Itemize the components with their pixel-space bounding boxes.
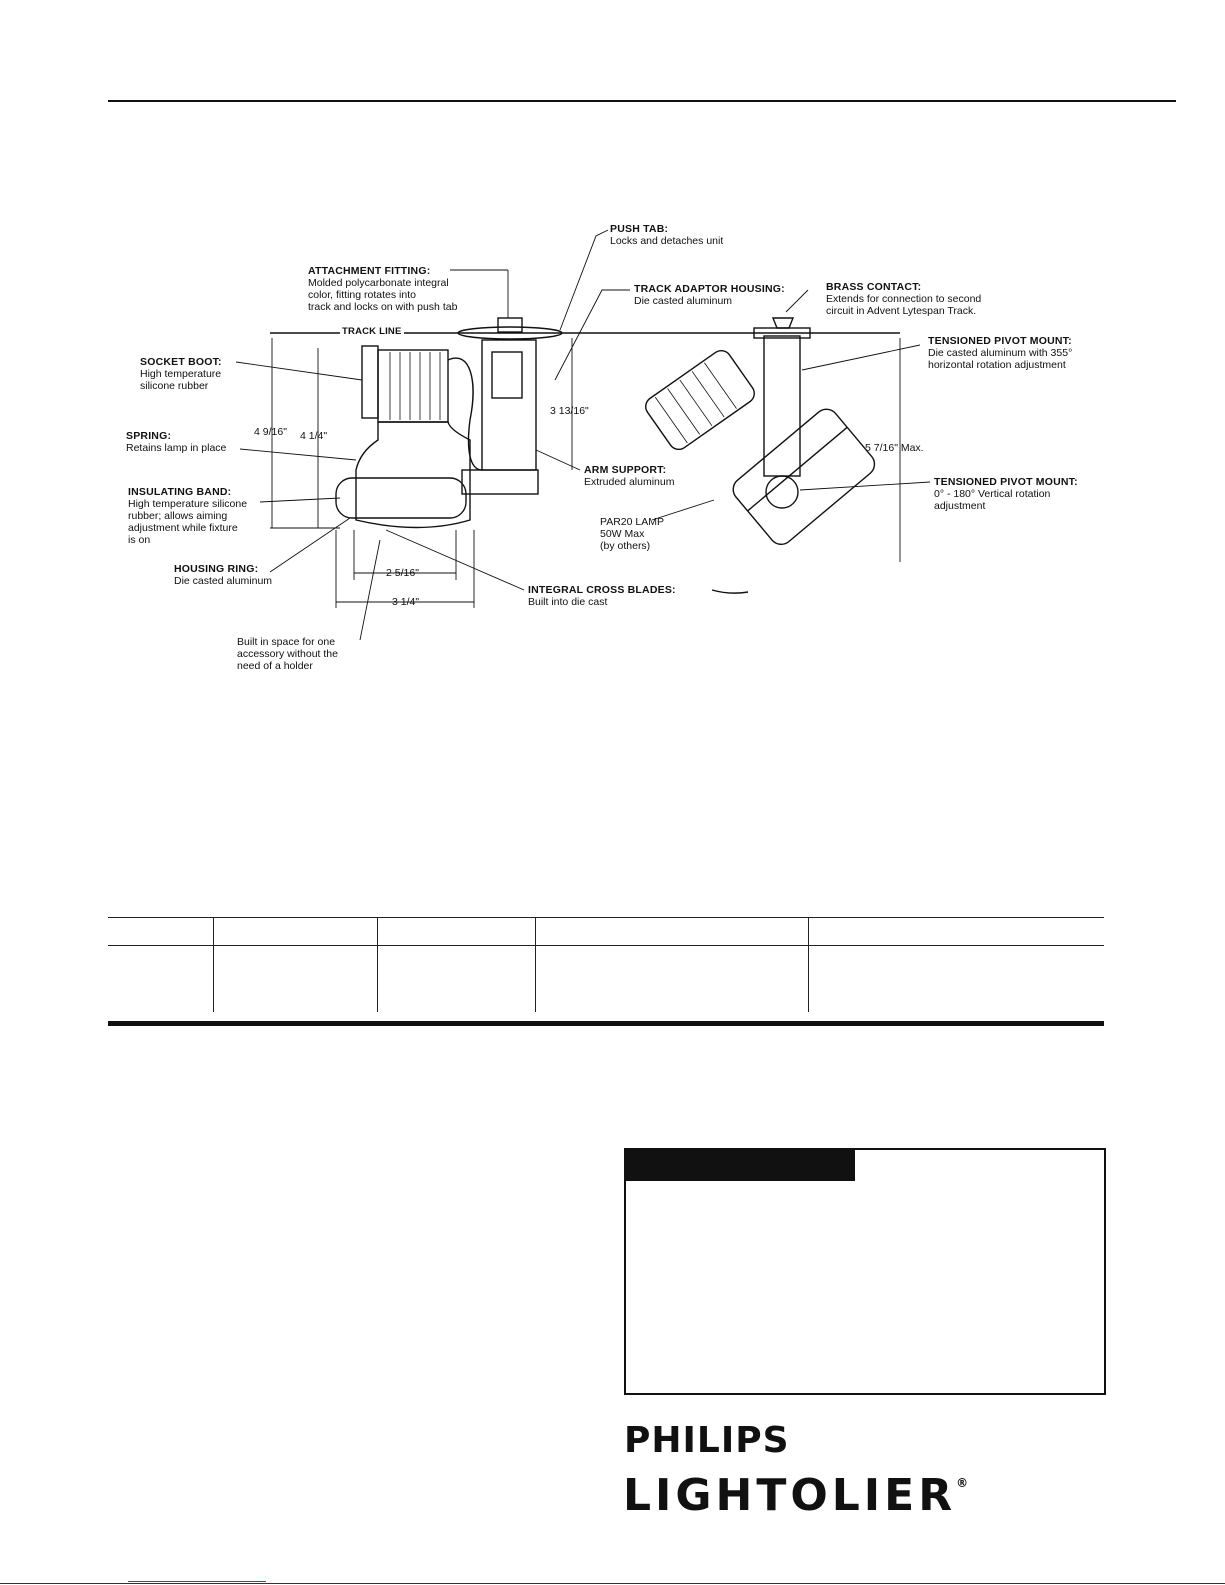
label-desc: Extruded aluminum: [584, 476, 675, 488]
label-desc: Built in space for one: [237, 636, 336, 648]
section-rule: [108, 1021, 1104, 1026]
footer-rule: [0, 1583, 1225, 1584]
label-title: BRASS CONTACT:: [826, 281, 922, 293]
table-rule: [108, 945, 1104, 946]
label-desc: Molded polycarbonate integral: [308, 277, 449, 289]
label-desc: Die casted aluminum: [634, 295, 733, 307]
label-desc: adjustment: [934, 500, 986, 512]
label-arm-support: [584, 464, 674, 488]
table-divider: [213, 917, 214, 1012]
label-tensioned-pivot-mount-horizontal: [928, 335, 1072, 371]
info-panel: [624, 1148, 1106, 1395]
label-title: ARM SUPPORT:: [584, 464, 667, 476]
label-track-adaptor-housing: [634, 283, 785, 307]
philips-logo: PHILIPS: [624, 1420, 790, 1461]
dimension-label: 3 13/16": [550, 405, 589, 417]
table-rule: [108, 917, 1104, 918]
label-desc: Locks and detaches unit: [610, 235, 724, 247]
label-desc: is on: [128, 534, 151, 546]
label-title: HOUSING RING:: [174, 563, 259, 575]
label-desc: rubber; allows aiming: [128, 510, 228, 522]
label-integral-cross-blades: [528, 584, 676, 608]
label-desc: Die casted aluminum with 355°: [928, 347, 1073, 359]
label-desc: color, fitting rotates into: [308, 289, 416, 301]
label-push-tab: [610, 223, 723, 247]
brass-contact-shape: [773, 318, 793, 328]
label-desc: (by others): [600, 540, 651, 552]
dimension-label: 5 7/16" Max.: [865, 442, 924, 454]
label-par20-lamp: [600, 516, 664, 552]
label-desc: Retains lamp in place: [126, 442, 227, 454]
label-track-line: [340, 326, 404, 338]
registered-mark: ®: [956, 1476, 969, 1490]
label-title: TENSIONED PIVOT MOUNT:: [928, 335, 1072, 347]
rear-socket-shape: [642, 347, 758, 454]
label-spring: [126, 430, 226, 454]
label-insulating-band: [128, 486, 247, 546]
arm-cable: [448, 358, 482, 470]
label-desc: 0° - 180° Vertical rotation: [934, 488, 1051, 500]
label-title: ATTACHMENT FITTING:: [308, 265, 431, 277]
label-title: TRACK ADAPTOR HOUSING:: [634, 283, 785, 295]
label-desc: horizontal rotation adjustment: [928, 359, 1066, 371]
label-desc: accessory without the: [237, 648, 338, 660]
label-title: SOCKET BOOT:: [140, 356, 222, 368]
socket-boot-shape: [362, 346, 378, 418]
dimension-label: 4 9/16": [254, 426, 287, 438]
label-desc: circuit in Advent Lytespan Track.: [826, 305, 977, 317]
dimension-label: 3 1/4": [392, 596, 420, 608]
table-divider: [377, 917, 378, 1012]
lightolier-logo: [623, 1470, 968, 1521]
label-desc: Extends for connection to second: [826, 293, 982, 305]
label-title: INTEGRAL CROSS BLADES:: [528, 584, 676, 596]
label-socket-boot: [140, 356, 222, 392]
ordering-table: [108, 917, 1104, 1012]
info-panel-header: [626, 1150, 855, 1181]
dimension-label: 2 5/16": [386, 567, 419, 579]
lightolier-wordmark: LIGHTOLIER: [623, 1470, 957, 1521]
label-desc: track and locks on with push tab: [308, 301, 458, 313]
label-title: SPRING:: [126, 430, 172, 442]
label-title: TENSIONED PIVOT MOUNT:: [934, 476, 1078, 488]
socket-body: [378, 350, 448, 422]
footer-link-underline[interactable]: [128, 1581, 266, 1582]
label-brass-contact: [826, 281, 981, 317]
table-divider: [535, 917, 536, 1012]
lamp-housing: [356, 422, 470, 528]
track-adaptor-housing-shape: [482, 340, 536, 470]
label-title: TRACK LINE: [342, 326, 402, 337]
table-divider: [808, 917, 809, 1012]
label-desc: Die casted aluminum: [174, 575, 273, 587]
label-desc: High temperature silicone: [128, 498, 248, 510]
label-desc: adjustment while fixture: [128, 522, 238, 534]
label-desc: 50W Max: [600, 528, 645, 540]
dimension-label: 4 1/4": [300, 430, 328, 442]
par20-lamp-body: [728, 404, 879, 549]
label-desc: need of a holder: [237, 660, 313, 672]
label-title: PUSH TAB:: [610, 223, 669, 235]
label-title: PAR20 LAMP: [600, 516, 664, 528]
label-title: INSULATING BAND:: [128, 486, 232, 498]
rotation-arrow: [712, 590, 748, 593]
label-tensioned-pivot-mount-vertical: [934, 476, 1078, 512]
label-housing-ring: [174, 563, 272, 587]
label-attachment-fitting: [308, 265, 457, 313]
adaptor-window: [492, 352, 522, 398]
attachment-fitting-knob: [498, 318, 522, 332]
label-accessory-space: [237, 636, 338, 672]
label-desc: Built into die cast: [528, 596, 608, 608]
pivot-stem: [764, 336, 800, 476]
arm-support-shape: [462, 470, 538, 494]
label-desc: silicone rubber: [140, 380, 209, 392]
label-desc: High temperature: [140, 368, 222, 380]
